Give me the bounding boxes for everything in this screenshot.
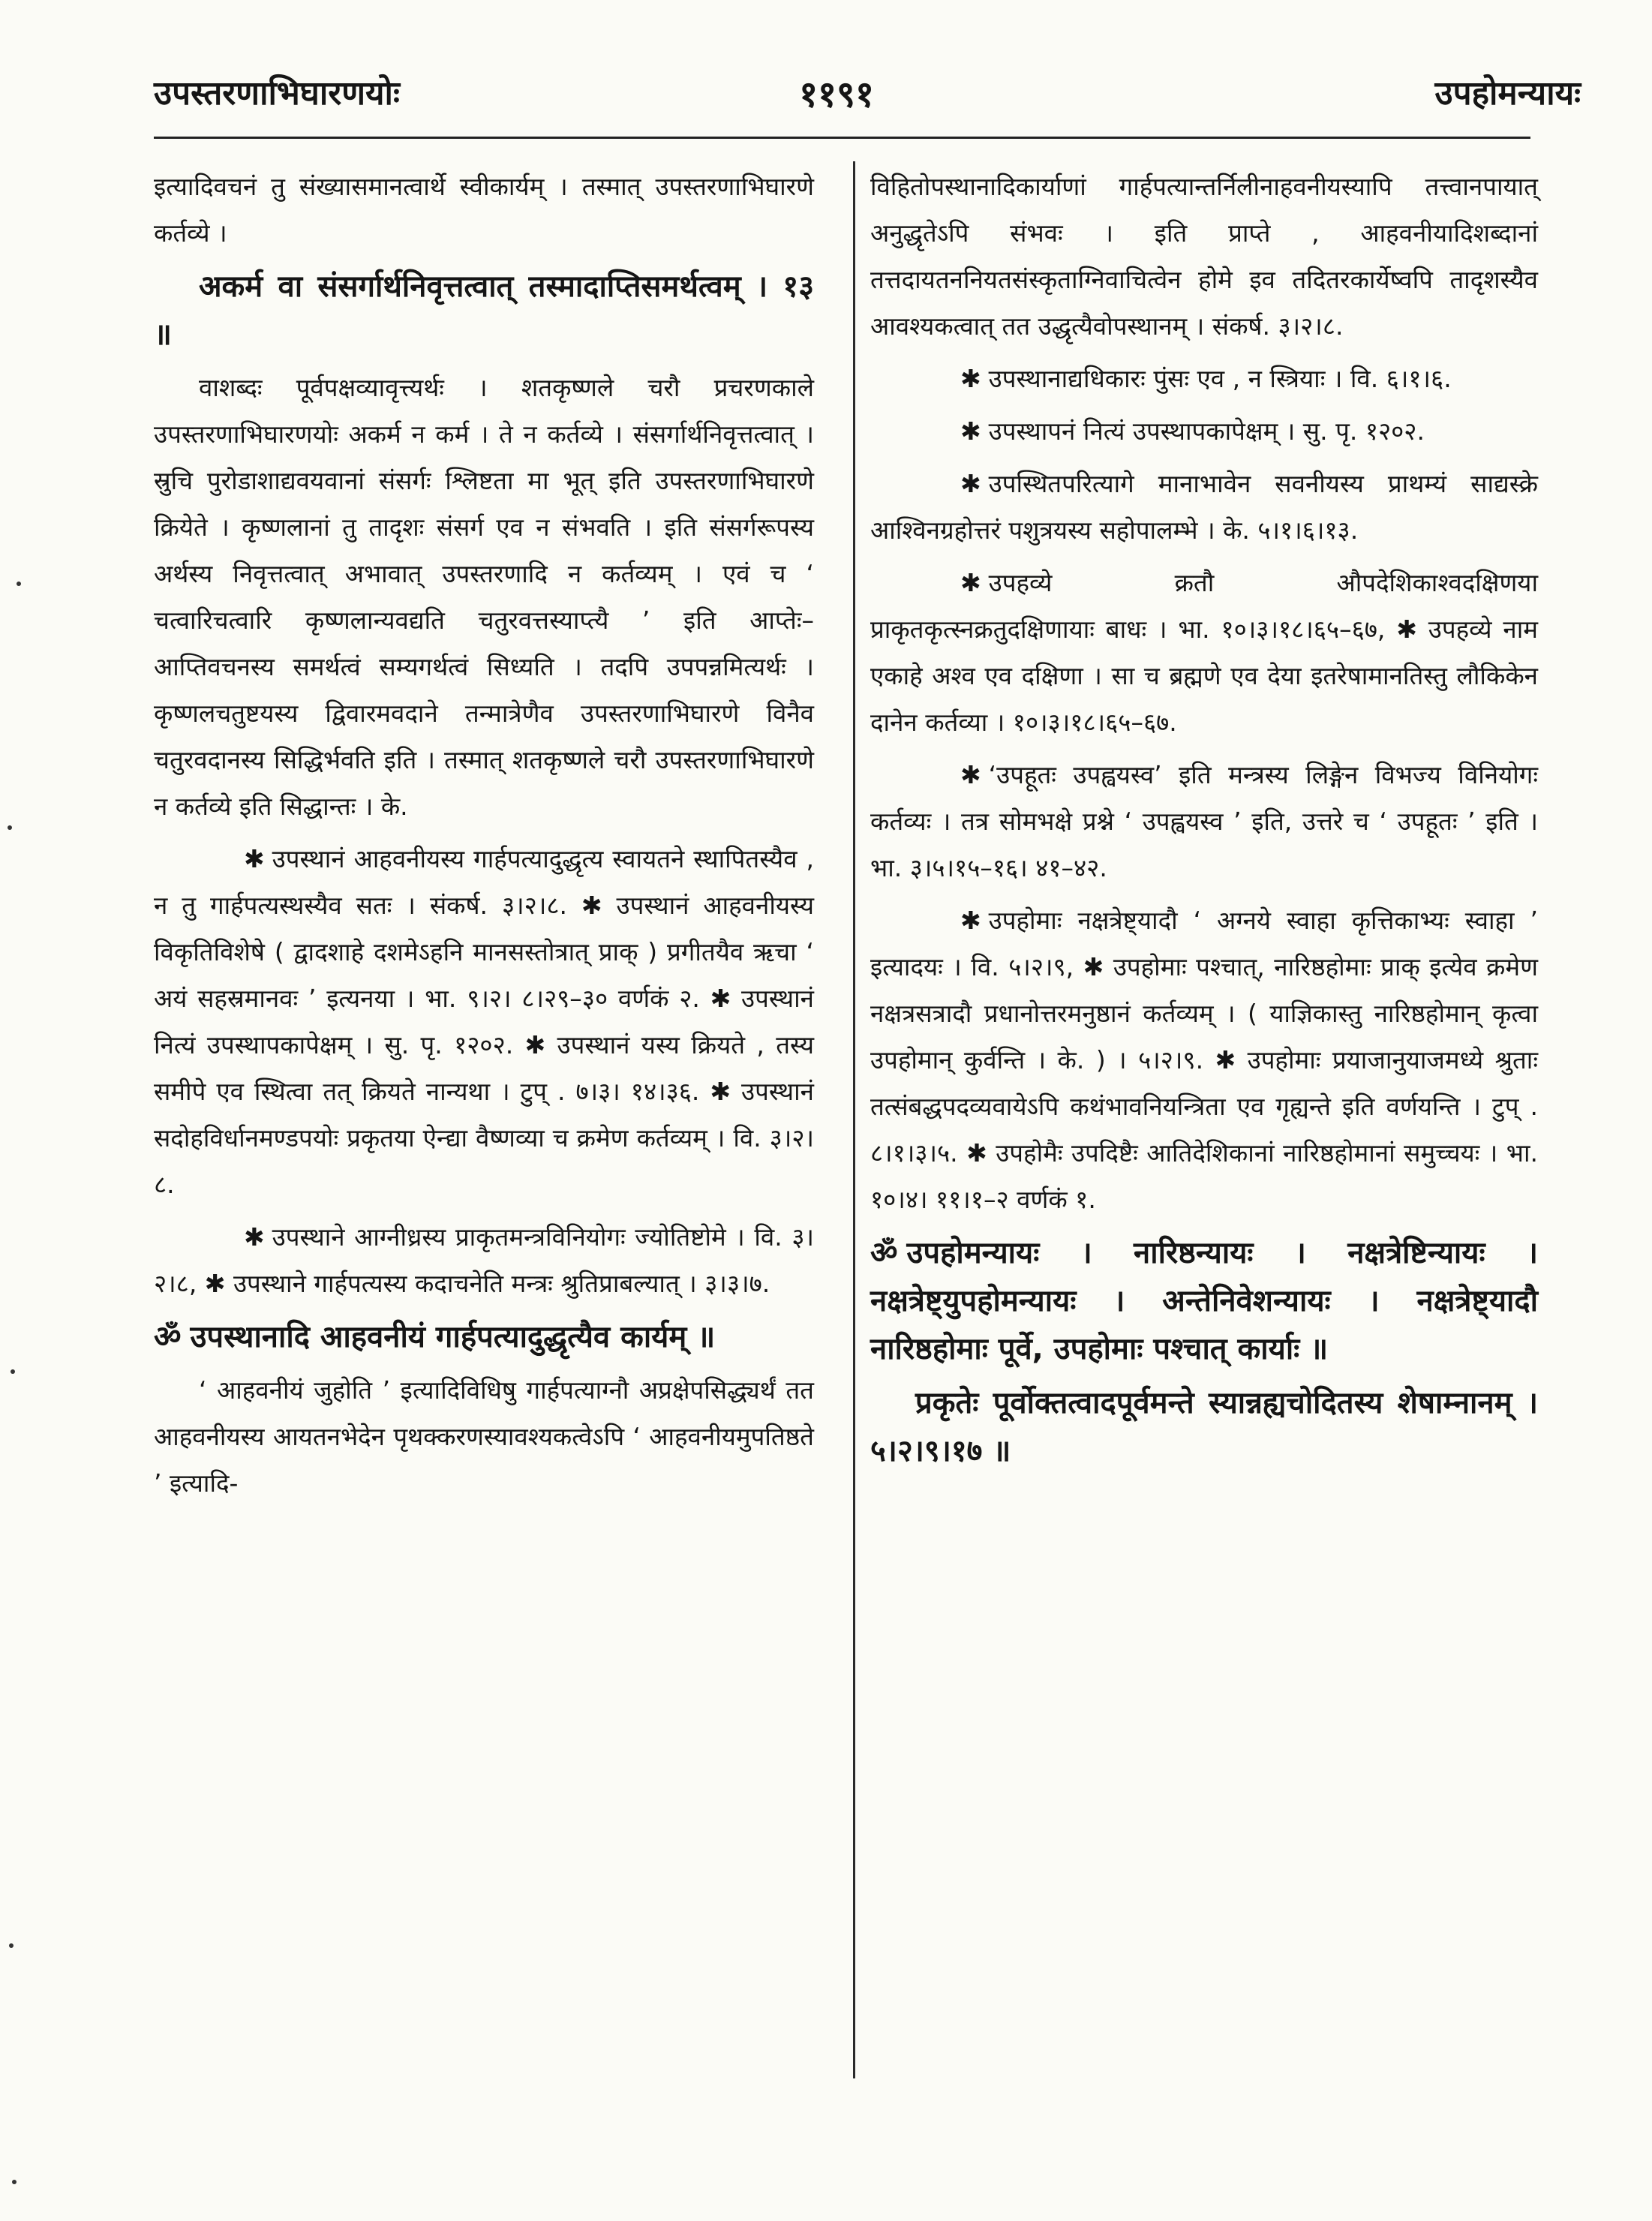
entry-text: प्रकृतेः पूर्वोक्तत्वादपूर्वमन्ते स्यान्नह्यचोदितस्य शेषाम्नानम् । ५।२।९।१७ ॥ bbox=[870, 1386, 1538, 1468]
entry-ind bbox=[154, 365, 814, 830]
asterisk-icon: ✱ bbox=[960, 568, 981, 597]
entry-text: अकर्म वा संसर्गार्थनिवृत्तत्वात् तस्मादाप्तिसमर्थत्वम् । १३ ॥ bbox=[154, 269, 814, 352]
entry-text: ‘ आहवनीयं जुहोति ’ इत्यादिविधिषु गार्हपत्याग्नौ अप्रक्षेपसिद्ध्यर्थं तत आहवनीयस्य आयतनभेदेन पृथक्करणस्यावश्यकत्वेऽपि ‘ आहवनीयमुपतिष्ठते ’ इत्यादि- bbox=[154, 1375, 814, 1498]
page-header bbox=[0, 69, 1652, 122]
entry-text: इत्यादिवचनं तु संख्यासमानत्वार्थे स्वीकार्यम् । तस्मात् उपस्तरणाभिघारणे कर्तव्ये । bbox=[154, 172, 814, 248]
entry-star bbox=[154, 1214, 814, 1307]
header-right-keyword: उपहोमन्यायः bbox=[1434, 74, 1581, 113]
scan-speck bbox=[8, 825, 12, 830]
entry-text: उपस्थितपरित्यागे मानाभावेन सवनीयस्य प्राथम्यं साद्यस्क्रे आश्विनग्रहोत्तरं पशुत्रयस्य सहोपालम्भे । के. ५।१।६।१३. bbox=[870, 469, 1538, 545]
entry-text: उपहोमन्यायः । नारिष्ठन्यायः । नक्षत्रेष्टिन्यायः । नक्षत्रेष्ट्युपहोमन्यायः । अन्तेनिवेशन्यायः । नक्षत्रेष्ट्यादौ नारिष्ठहोमाः पूर्वे, उपहोमाः पश्चात् कार्याः ॥ bbox=[870, 1236, 1538, 1366]
asterisk-icon: ✱ bbox=[960, 364, 981, 393]
left-column bbox=[154, 164, 814, 1513]
entry-star bbox=[870, 461, 1538, 554]
entry-text: उपस्थानं आहवनीयस्य गार्हपत्यादुद्धृत्य स्वायतने स्थापितस्यैव , न तु गार्हपत्यस्थस्यैव सतः । संकर्ष. ३।२।८. ✱ उपस्थानं आहवनीयस्य विकृतिविशेषे ( द्वादशाहे दशमेऽहनि मानसस्तोत्रात् प्राक् ) प्रगीतयैव ऋचा ‘ अयं सहस्रमानवः ’ इत्यनया । भा. ९।२। ८।२९–३० वर्णकं २. ✱ उपस्थानं नित्यं उपस्थापकापेक्षम् । सु. पृ. १२०२. ✱ उपस्थानं यस्य क्रियते , तस्य समीपे एव स्थित्वा तत् क्रियते नान्यथा । टुप् . ७।३। १४।३६. ✱ उपस्थानं सदोहविर्धानमण्डपयोः प्रकृतया ऐन्द्या वैष्णव्या च क्रमेण कर्तव्यम् । वि. ३।२।८. bbox=[154, 844, 814, 1199]
asterisk-icon: ✱ bbox=[244, 1222, 265, 1252]
entry-text: वाशब्दः पूर्वपक्षव्यावृत्त्यर्थः । शतकृष्णले चरौ प्रचरणकाले उपस्तरणाभिघारणयोः अकर्म न कर्म । ते न कर्तव्ये । संसर्गार्थनिवृत्तत्वात् । स्रुचि पुरोडाशाद्यवयवानां संसर्गः श्लिष्टता मा भूत् इति उपस्तरणाभिघारणे क्रियेते । कृष्णलानां तु तादृशः संसर्ग एव न संभवति । इति संसर्गरूपस्य अर्थस्य निवृत्तत्वात् अभावात् उपस्तरणादि न कर्तव्यम् । एवं च ‘ चत्वारिचत्वारि कृष्णलान्यवद्यति चतुरवत्तस्याप्त्यै ’ इति आप्तेः– आप्तिवचनस्य समर्थत्वं सम्यगर्थत्वं सिध्यति । तदपि उपपन्नमित्यर्थः । कृष्णलचतुष्टयस्य द्विवारमवदाने तन्मात्रेणैव उपस्तरणाभिघारणे विनैव चतुरवदानस्य सिद्धिर्भवति इति । तस्मात् शतकृष्णले चरौ उपस्तरणाभिघारणे न कर्तव्ये इति सिद्धान्तः । के. bbox=[154, 373, 814, 821]
entry-text: उपहोमाः नक्षत्रेष्ट्यादौ ‘ अग्नये स्वाहा कृत्तिकाभ्यः स्वाहा ’ इत्यादयः । वि. ५।२।९, ✱ उपहोमाः पश्चात्, नारिष्ठहोमाः प्राक् इत्येव क्रमेण नक्षत्रसत्रादौ प्रधानोत्तरमनुष्ठानं कर्तव्यम् । ( याज्ञिकास्तु नारिष्ठहोमान् कृत्वा उपहोमान् कुर्वन्ति । के. ) । ५।२।९. ✱ उपहोमाः प्रयाजानुयाजमध्ये श्रुताः तत्संबद्धपदव्यवायेऽपि कथंभावनियन्त्रिता एव गृह्यन्ते इति वर्णयन्ति । टुप् . ८।१।३।५. ✱ उपहोमैः उपदिष्टैः आतिदेशिकानां नारिष्ठहोमानां समुच्चयः । भा. १०।४। ११।१–२ वर्णकं १. bbox=[870, 906, 1538, 1214]
entry-text bbox=[154, 164, 814, 257]
scan-speck bbox=[12, 2180, 17, 2184]
entry-sutra bbox=[870, 1379, 1538, 1475]
entry-text: ‘उपहूतः उपह्वयस्व’ इति मन्त्रस्य लिङ्गेन विभज्य विनियोगः कर्तव्यः । तत्र सोमभक्षे प्रश्ने ‘ उपह्वयस्व ’ इति, उत्तरे च ‘ उपहूतः ’ इति । भा. ३।५।१५–१६। ४१–४२. bbox=[870, 760, 1538, 882]
entry-text: उपस्थाने आग्नीध्रस्य प्राकृतमन्त्रविनियोगः ज्योतिष्टोमे । वि. ३।२।८, ✱ उपस्थाने गार्हपत्यस्य कदाचनेति मन्त्रः श्रुतिप्राबल्यात् । ३।३।७. bbox=[154, 1222, 814, 1298]
entry-text: विहितोपस्थानादिकार्याणां गार्हपत्यान्तर्निलीनाहवनीयस्यापि तत्त्वानपायात् अनुद्धृतेऽपि संभवः । इति प्राप्ते , आहवनीयादिशब्दानां तत्तदायतननियतसंस्कृताग्निवाचित्वेन होमे इव तदितरकार्येष्वपि तादृशस्यैव आवश्यकत्वात् तत उद्धृत्यैवोपस्थानम् । संकर्ष. ३।२।८. bbox=[870, 172, 1538, 341]
entry-sutra bbox=[154, 263, 814, 359]
om-symbol-icon: ॐ bbox=[870, 1236, 898, 1270]
entry-star bbox=[870, 356, 1538, 402]
entry-star bbox=[870, 560, 1538, 746]
scan-speck bbox=[11, 1369, 15, 1374]
entry-text bbox=[870, 164, 1538, 350]
entry-star bbox=[154, 836, 814, 1208]
entry-text: उपस्थानादि आहवनीयं गार्हपत्यादुद्धृत्यैव कार्यम् ॥ bbox=[190, 1320, 716, 1354]
asterisk-icon: ✱ bbox=[960, 906, 981, 935]
scan-speck bbox=[17, 582, 21, 586]
column-divider bbox=[853, 161, 855, 2078]
page-number: ११९१ bbox=[799, 74, 874, 116]
entry-text: उपस्थानाद्यधिकारः पुंसः एव , न स्त्रियाः । वि. ६।१।६. bbox=[988, 364, 1452, 393]
entry-text: उपहव्ये क्रतौ औपदेशिकाश्वदक्षिणया प्राकृतकृत्स्नक्रतुदक्षिणायाः बाधः । भा. १०।३।१८।६५–६७, ✱ उपहव्ये नाम एकाहे अश्व एव दक्षिणा । सा च ब्रह्मणे एव देया इतरेषामानतिस्तु लौकिकेन दानेन कर्तव्या । १०।३।१८।६५–६७. bbox=[870, 568, 1538, 737]
asterisk-icon: ✱ bbox=[960, 469, 981, 498]
om-symbol-icon: ॐ bbox=[154, 1320, 182, 1354]
entry-star bbox=[870, 752, 1538, 891]
header-left-keyword: उपस्तरणाभिघारणयोः bbox=[154, 74, 400, 113]
header-rule bbox=[154, 137, 1530, 139]
asterisk-icon: ✱ bbox=[960, 416, 981, 446]
entry-star bbox=[870, 408, 1538, 455]
entry-ind bbox=[154, 1367, 814, 1507]
scan-speck bbox=[9, 1943, 14, 1948]
entry-text: उपस्थापनं नित्यं उपस्थापकापेक्षम् । सु. पृ. १२०२. bbox=[988, 416, 1425, 446]
asterisk-icon: ✱ bbox=[960, 760, 981, 789]
asterisk-icon: ✱ bbox=[244, 844, 265, 873]
entry-nyaya bbox=[870, 1229, 1538, 1373]
entry-star bbox=[870, 897, 1538, 1223]
entry-nyaya bbox=[154, 1313, 814, 1361]
right-column bbox=[870, 164, 1538, 1481]
